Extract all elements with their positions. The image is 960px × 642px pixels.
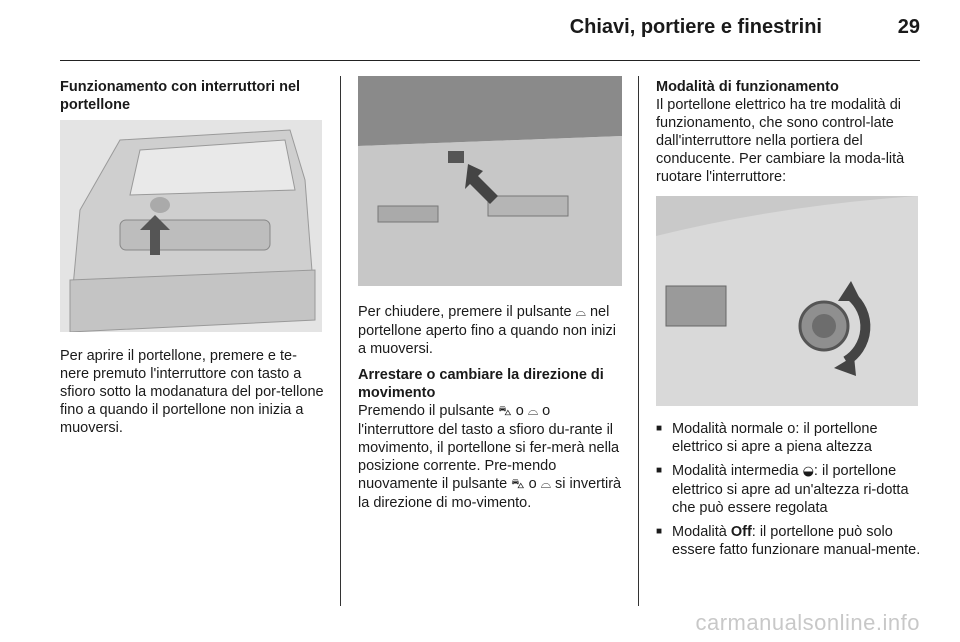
list-item [656,523,922,559]
text: Modalità normale o: il portellone elettrico si apre a piena altezza [672,421,878,455]
column-2-body [358,303,624,512]
section-heading: Funzionamento con interruttori nel portellone [60,79,301,113]
text: : il portellone elettrico si apre ad un'altezza ri-dotta che può essere regolata [672,463,909,516]
column-3 [656,78,922,186]
column-1 [60,78,324,114]
body-text: Il portellone elettrico ha tre modalità di funzionamento, che sono control-late dall'interruttore nella portiera del conducente. Per cambiare la moda-lità ruotare l'interruttore: [656,97,905,185]
mode-list [656,420,922,559]
list-item [656,462,922,517]
section-heading: Arrestare o cambiare la direzione di movimento [358,367,604,401]
text: nel portellone aperto fino a quando non inizi a muoversi. [358,304,616,357]
text: Premendo il pulsante [358,403,495,419]
column-divider-2 [638,76,639,606]
body-text: Per aprire il portellone, premere e te-nere premuto l'interruttore con tasto a sfioro sotto la modanatura del por-tellone fino a quando il portellone non inizia a muoversi. [60,348,324,436]
car-key-icon: ⛍ [511,477,525,492]
car-rear-image [60,120,322,332]
column-divider-1 [340,76,341,606]
car-key-icon: ⛍ [498,404,512,419]
page-number: 29 [897,16,920,38]
column-1-body [60,347,324,437]
tailgate-button-image [358,76,622,286]
tailgate-close-icon: ⌓ [540,477,552,492]
text: Per chiudere, premere il pulsante [358,304,572,320]
text: : il portellone può solo essere fatto funzionare manual-mente. [672,524,921,558]
list-item [656,420,922,456]
mode-switch-image [656,196,918,406]
text: Modalità [672,524,727,540]
text: si invertirà la direzione di mo-vimento. [358,476,622,511]
off-label: Off [730,524,752,540]
column-3-list [656,420,922,565]
half-circle-icon: ◒ [802,464,814,479]
text: o [528,476,537,492]
section-heading: Modalità di funzionamento [656,79,839,95]
watermark: carmanualsonline.info [695,610,920,635]
header-rule [60,60,920,61]
close-paragraph [358,303,624,358]
text: Modalità intermedia [672,463,799,479]
text: o l'interruttore del tasto a sfioro du-rante il movimento, il portellone si fer-merà nella posizione corrente. Pre-mendo nuovamente il pulsante [358,403,620,492]
tailgate-close-icon: ⌓ [575,305,586,320]
stop-paragraph [358,402,624,512]
header-title: Chiavi, portiere e finestrini [569,16,822,38]
tailgate-close-icon: ⌓ [527,404,539,419]
text: o [515,403,524,419]
